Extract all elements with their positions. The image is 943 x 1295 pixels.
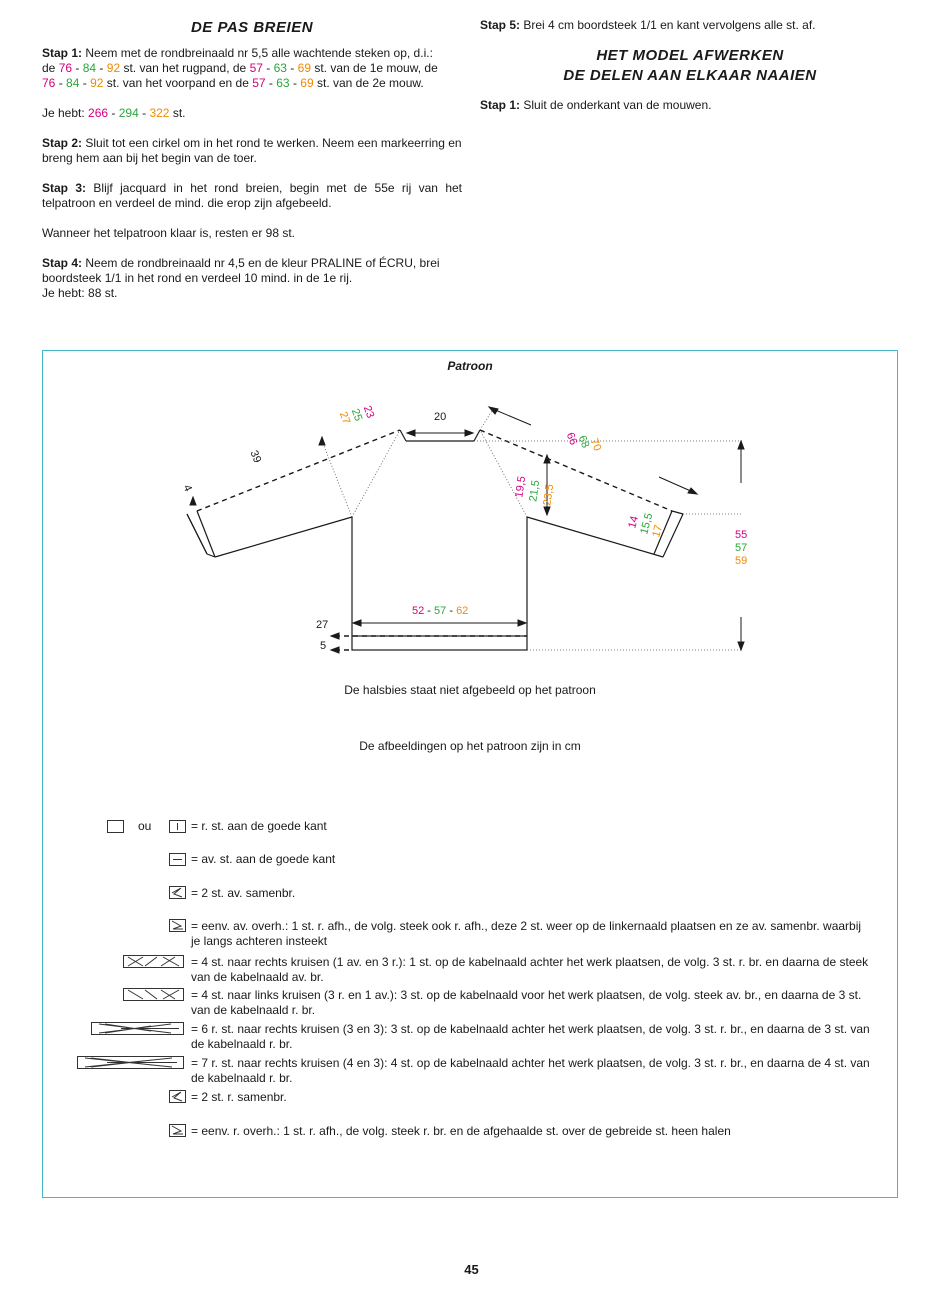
svg-text:27: 27: [336, 410, 353, 426]
svg-text:17: 17: [650, 523, 666, 539]
heading-model-afwerken: HET MODEL AFWERKEN DE DELEN AAN ELKAAR NAAIEN: [563, 47, 817, 84]
right-column: [480, 18, 900, 113]
purl-stitch-icon: [169, 853, 186, 866]
svg-text:14: 14: [626, 514, 642, 530]
legend-knit: = r. st. aan de goede kant: [191, 819, 327, 833]
neck-right: [474, 430, 480, 441]
legend-cable-7-right: = 7 r. st. naar rechts kruisen (4 en 3): 4 st. op de kabelnaald achter het werk plaatsen, de volg. 3 st. r. br., en daarna de 4 st. van de kabelnaald r. br.: [191, 1056, 870, 1085]
step1-paragraph: Stap 1: Neem met de rondbreinaald nr 5,5 alle wachtende steken op, d.i.: de 76 - 84 - 92 st. van het rugpand, de 57 - 63 - 69 st. van de 1e mouw, de 76 - 84 - 92 st. van het voorpand en de 57 - 63 - 69 st. van de 2e mouw.: [42, 46, 438, 90]
legend-k2tog: = 2 st. r. samenbr.: [191, 1090, 287, 1104]
cable-4-left-icon: [123, 988, 184, 1001]
cable-6-right-icon: [91, 1022, 184, 1035]
rib-height-label: 5: [320, 640, 327, 652]
legend-knit-decrease: = eenv. r. overh.: 1 st. r. afh., de volg. steek r. br. en de afgehaalde st. over de gebreide st. heen halen: [191, 1124, 731, 1138]
svg-text:19,5: 19,5: [513, 475, 529, 499]
cuff-left-label: 4: [180, 483, 194, 494]
svg-text:15,5: 15,5: [638, 511, 656, 536]
step2-paragraph: Stap 2: Sluit tot een cirkel om in het rond te werken. Neem een markeerring en breng hem aan bij het begin van de toer.: [42, 136, 462, 165]
svg-text:59: 59: [735, 555, 748, 567]
note-neckband: De halsbies staat niet afgebeeld op het patroon: [344, 683, 596, 697]
step3-paragraph: Stap 3: Blijf jacquard in het rond breien, begin met de 55e rij van het telpatroon en verdeel de mind. die erop zijn afgebeeld.: [42, 181, 462, 210]
svg-text:55: 55: [735, 529, 748, 541]
left-cuff-inner: [197, 511, 215, 557]
legend-cable-4-right: = 4 st. naar rechts kruisen (1 av. en 3 r.): 1 st. op de kabelnaald achter het werk plaatsen, de volg. 3 st. r. br. en daarna de steek van de kabelnaald av. br.: [191, 955, 869, 984]
width-label: 52 - 57 - 62: [412, 605, 469, 617]
note-units: De afbeeldingen op het patroon zijn in cm: [359, 739, 581, 753]
cable-7-right-icon: [77, 1056, 184, 1069]
left-sleeve-bottom: [215, 517, 352, 557]
legend-purl-decrease: = eenv. av. overh.: 1 st. r. afh., de volg. steek ook r. afh., deze 2 st. weer op de linkernaald plaatsen en ze av. samenbr. waarbij je langs achteren insteekt: [191, 919, 862, 948]
svg-text:57: 57: [735, 542, 748, 554]
neck-width-label: 20: [434, 411, 447, 423]
legend-cable-6-right: = 6 r. st. naar rechts kruisen (3 en 3): 3 st. op de kabelnaald achter het werk plaatsen, de volg. 3 st. r. br., en daarna de 3 st. van de kabelnaald r. br.: [191, 1022, 870, 1051]
schematic-diagram: [43, 351, 899, 691]
right-cuff-outer: [663, 514, 683, 557]
rib-band: [352, 636, 527, 650]
svg-text:23,5: 23,5: [541, 483, 557, 507]
step5-paragraph: Stap 5: Brei 4 cm boordsteek 1/1 en kant vervolgens alle st. af.: [480, 18, 816, 32]
sleeve-length-label: 39: [247, 448, 264, 465]
neck-left: [400, 430, 406, 441]
finishing-step1: Stap 1: Sluit de onderkant van de mouwen.: [480, 98, 712, 112]
knit-decrease-icon: [169, 1124, 186, 1137]
svg-text:66: 66: [563, 430, 580, 447]
stitch-count: Je hebt: 266 - 294 - 322 st.: [42, 106, 186, 120]
cable-4-right-icon: [123, 955, 184, 968]
left-column: [42, 18, 462, 301]
purl-decrease-icon: [169, 919, 186, 932]
svg-text:21,5: 21,5: [527, 479, 543, 503]
step4-paragraph: Stap 4: Neem de rondbreinaald nr 4,5 en de kleur PRALINE of ÉCRU, brei boordsteek 1/1 in het rond en verdeel 10 mind. in de 1e rij. Je hebt: 88 st.: [42, 256, 440, 300]
svg-text:23: 23: [360, 404, 377, 420]
or-label: ou: [138, 819, 152, 833]
legend-purl: = av. st. aan de goede kant: [191, 852, 336, 866]
svg-text:25: 25: [348, 407, 365, 423]
knit-stitch-icon: [169, 820, 186, 833]
page-number: 45: [464, 1262, 479, 1277]
empty-square-icon: [107, 820, 124, 833]
p2tog-icon: [169, 886, 186, 899]
svg-text:70: 70: [587, 436, 604, 453]
heading-de-pas-breien: DE PAS BREIEN: [190, 19, 314, 36]
svg-text:68: 68: [575, 433, 592, 450]
legend-cable-4-left: = 4 st. naar links kruisen (3 r. en 1 av.): 3 st. op de kabelnaald voor het werk plaatsen, de volg. steek av. br., en daarna de 3 st. van de kabelnaald r. br.: [191, 988, 862, 1017]
remaining-stitches: Wanneer het telpatroon klaar is, resten er 98 st.: [42, 226, 296, 240]
body-height-label: 27: [316, 619, 329, 631]
k2tog-icon: [169, 1090, 186, 1103]
legend-p2tog: = 2 st. av. samenbr.: [191, 886, 296, 900]
pattern-box: [42, 350, 898, 1198]
left-raglan-top: [197, 430, 400, 511]
pattern-title: Patroon: [447, 359, 493, 373]
